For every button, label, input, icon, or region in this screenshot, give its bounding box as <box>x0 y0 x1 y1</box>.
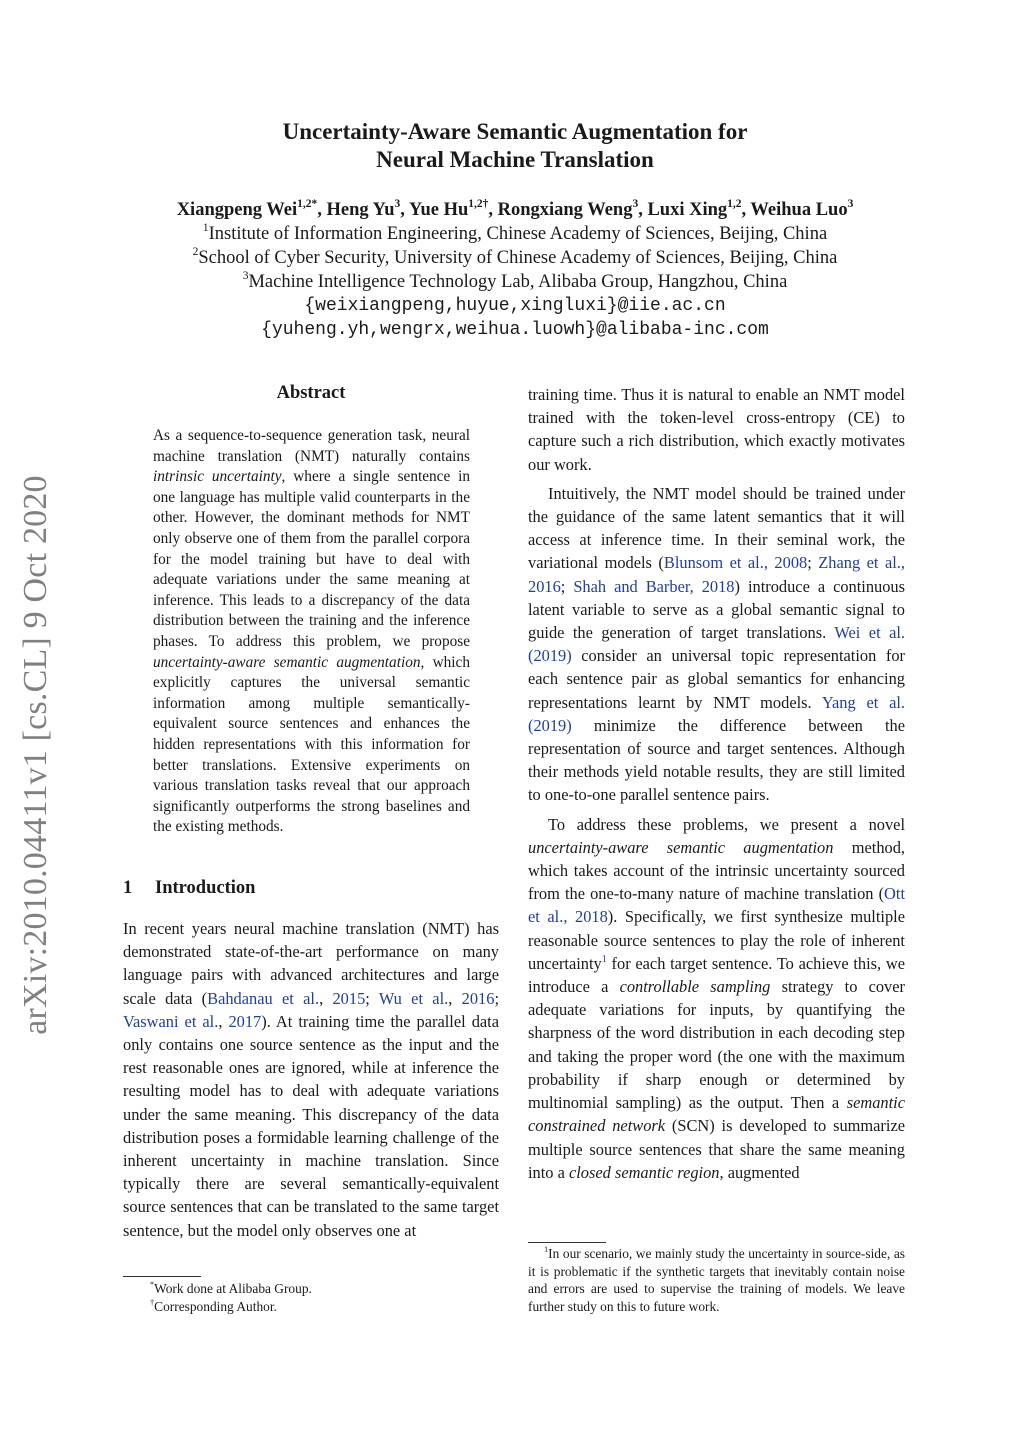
footnote-link[interactable]: 1 <box>601 953 607 965</box>
citation-link[interactable]: Bahdanau et al. <box>207 988 320 1008</box>
paragraph: training time. Thus it is natural to enable an NMT model trained with the token-level cross-entropy (CE) to capture such a rich distribution, which exactly motivates our work. <box>528 385 905 474</box>
email-line: {yuheng.yh,wengrx,weihua.luowh}@alibaba-inc.com <box>261 320 769 340</box>
footnotes-left <box>123 1280 499 1316</box>
paragraph: In recent years neural machine translation (NMT) has demonstrated state-of-the-art performance on many language pairs with advanced architectures and large scale data (Bahdanau et al., 2015; Wu et al., 2016; Vaswani et al., 2017). At training time the parallel data only contains one source sentence as the input and the rest reasonable ones are ignored, while at inference the resulting model has to deal with adequate variations under the same meaning. This discrepancy of the data distribution poses a formidable learning challenge of the inherent uncertainty in machine translation. Since typically there are several semantically-equivalent source sentences that can be translated to the same target sentence, but the model only observes one at <box>123 919 500 1240</box>
citation-link[interactable]: Shah and Barber, 2018 <box>573 576 735 596</box>
affiliation: $^1$Institute of Information Engineering, Chinese Academy of Sciences, Beijing, China <box>202 222 828 244</box>
author-sup: 1,2† <box>468 198 489 211</box>
intro-column-right <box>528 383 905 1184</box>
citation-link[interactable]: Blunsom et al., 2008 <box>663 553 808 573</box>
author-sup: 3 <box>847 198 854 211</box>
author-name: Yue Hu <box>408 200 469 220</box>
section-title: Introduction <box>155 878 256 898</box>
author-name: Heng Yu <box>326 200 395 220</box>
title-line-2: Neural Machine Translation <box>376 147 654 172</box>
author-names: Xiangpeng Wei$^{1,2*}$, Heng Yu$^3$, Yue $Hu^{1,2\dagger}$, Rongxiang Weng$^3$, Luxi Xing$^{1,2}$, Weihua Luo$^3$ <box>176 198 854 220</box>
author-name: Xiangpeng Wei <box>176 200 298 220</box>
footnote-rule <box>528 1242 606 1243</box>
title-line-1: Uncertainty-Aware Semantic Augmentation for <box>282 119 748 144</box>
section-number: 1 <box>123 878 133 898</box>
abstract-body: As a sequence-to-sequence generation task, neural machine translation (NMT) naturally contains intrinsic uncertainty, where a single sentence in one language has multiple valid counterparts in the other. However, the dominant methods for NMT only observe one of them from the parallel corpora for the model training but have to deal with adequate variations under the same meaning at inference. This leads to a discrepancy of the data distribution between the training and the inference phases. To address this problem, we propose uncertainty-aware semantic augmentation, which explicitly captures the universal semantic information among multiple semantically-equivalent source sentences and enhances the hidden representations with this information for better translations. Extensive experiments on various translation tasks reveal that our approach significantly outperforms the strong baselines and the existing methods. <box>153 427 471 836</box>
affiliation: $^3$Machine Intelligence Technology Lab, Alibaba Group, Hangzhou, China <box>242 270 788 292</box>
citation-link[interactable]: Vaswani et al. <box>123 1011 219 1031</box>
citation-link[interactable]: Wu et al. <box>378 988 449 1008</box>
paragraph: Intuitively, the NMT model should be trained under the guidance of the same latent semantics that it will access at inference time. In their seminal work, the variational models (Blunsom et al., 2008; Zhang et al., 2016; Shah and Barber, 2018) introduce a continuous latent variable to serve as a global semantic signal to guide the generation of target translations. Wei et al. (2019) consider an universal topic representation for each sentence pair as global semantics for enhancing representations learnt by NMT models. Yang et al. (2019) minimize the difference between the representation of source and target sentences. Although their methods yield notable results, they are still limited to one-to-one parallel sentence pairs. <box>528 483 906 805</box>
citation-link[interactable]: 2016 <box>461 988 495 1008</box>
paper-title <box>200 118 830 174</box>
footnote: *Work done at Alibaba Group. <box>150 1280 312 1296</box>
footnote: $^1$In our scenario, we mainly study the uncertainty in source-side, as it is problematic if the synthetic targets that inevitably contain noise and errors are used to supervise the training of models. We leave further study on this to future work. <box>528 1245 905 1314</box>
footnote: †Corresponding Author. <box>150 1298 277 1314</box>
citation-link[interactable]: Zhang et al., 2016 <box>528 553 905 596</box>
citation-link[interactable]: Wei et al. (2019) <box>528 623 906 666</box>
email-line: {weixiangpeng,huyue,xingluxi}@iie.ac.cn <box>304 296 726 316</box>
author-name: Weihua Luo <box>750 200 848 220</box>
arxiv-stamp <box>10 460 62 1050</box>
intro-column-left <box>123 917 499 1242</box>
affiliation: $^2$School of Cyber Security, University of Chinese Academy of Sciences, Beijing, China <box>192 246 838 268</box>
abstract-heading: Abstract <box>276 383 346 403</box>
author-sup: 3 <box>632 198 639 211</box>
citation-link[interactable]: Ott et al., 2018 <box>528 884 905 927</box>
citation-link[interactable]: 2017 <box>228 1011 262 1031</box>
author-name: Rongxiang Weng <box>497 200 633 220</box>
author-sup: 3 <box>394 198 401 211</box>
section-heading <box>123 878 255 899</box>
author-block <box>110 198 920 342</box>
paragraph: To address these problems, we present a novel uncertainty-aware semantic augmentation method, which takes account of the intrinsic uncertainty sourced from the one-to-many nature of machine translation (Ott et al., 2018). Specifically, we first synthesize multiple reasonable source sentences to play the role of inherent uncertainty$^1$ for each target sentence. To achieve this, we introduce a controllable sampling strategy to cover adequate variations for inputs, by quantifying the sharpness of the word distribution in each decoding step and taking the proper word (the one with the maximum probability if sharp enough or determined by multinomial sampling) as the output. Then a semantic constrained network (SCN) is developed to summarize multiple source sentences that share the same meaning into a closed semantic region, augmented <box>528 814 905 1182</box>
author-sup: 1,2 <box>727 198 742 211</box>
author-sup: 1,2* <box>297 198 318 211</box>
citation-link[interactable]: 2015 <box>332 988 366 1008</box>
footnote-rule <box>123 1276 201 1277</box>
arxiv-stamp-text: arXiv:2010.04411v1 [cs.CL] 9 Oct 2020 <box>17 475 54 1035</box>
author-name: Luxi Xing <box>647 200 728 220</box>
citation-link[interactable]: Yang et al. (2019) <box>528 692 905 735</box>
